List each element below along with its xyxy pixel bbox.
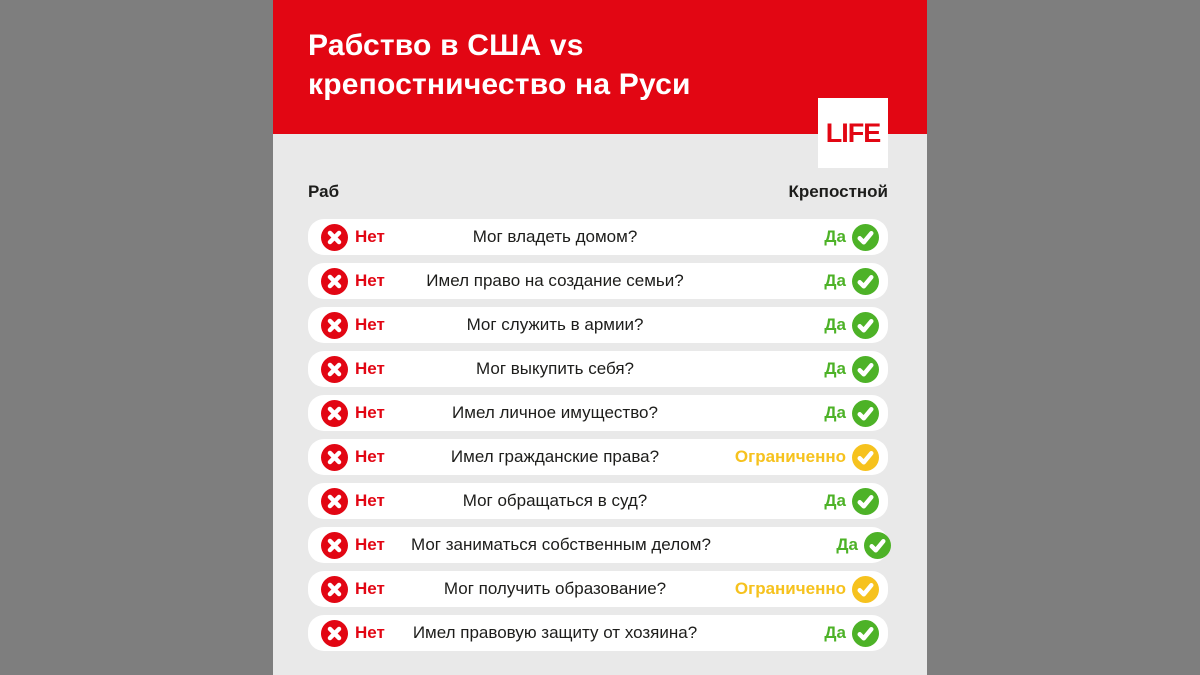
slave-cell xyxy=(321,268,411,295)
question-text: Мог служить в армии? xyxy=(466,315,644,334)
page-title xyxy=(308,26,927,104)
slave-answer: Нет xyxy=(355,579,385,598)
check-icon xyxy=(852,576,879,603)
serf-answer: Да xyxy=(824,359,846,378)
question-text: Мог владеть домом? xyxy=(472,227,638,246)
cross-icon xyxy=(321,488,348,515)
check-icon xyxy=(864,532,891,559)
serf-cell xyxy=(699,268,879,295)
column-headers xyxy=(308,182,888,203)
table-row xyxy=(308,527,888,563)
check-icon xyxy=(852,400,879,427)
life-logo xyxy=(818,98,888,168)
table-row xyxy=(308,351,888,387)
serf-cell xyxy=(699,576,879,603)
cross-icon xyxy=(321,312,348,339)
question-text: Имел право на создание семьи? xyxy=(426,271,684,290)
slave-answer: Нет xyxy=(355,315,385,334)
title-line-2: крепостничество на Руси xyxy=(308,68,691,101)
comparison-body xyxy=(273,134,927,651)
check-icon xyxy=(852,488,879,515)
slave-cell xyxy=(321,400,411,427)
question-text: Имел гражданские права? xyxy=(450,447,660,466)
serf-cell xyxy=(699,620,879,647)
serf-cell xyxy=(699,444,879,471)
slave-cell xyxy=(321,356,411,383)
question-text: Имел личное имущество? xyxy=(452,403,658,422)
serf-answer: Ограниченно xyxy=(734,579,846,598)
serf-cell xyxy=(699,400,879,427)
cross-icon xyxy=(321,224,348,251)
serf-answer: Да xyxy=(824,403,846,422)
cross-icon xyxy=(321,356,348,383)
slave-cell xyxy=(321,224,411,251)
serf-cell xyxy=(699,312,879,339)
serf-cell xyxy=(699,488,879,515)
question-text: Мог получить образование? xyxy=(443,579,667,598)
serf-cell xyxy=(711,532,891,559)
serf-answer: Да xyxy=(824,271,846,290)
slave-answer: Нет xyxy=(355,623,385,642)
serf-cell xyxy=(699,356,879,383)
table-row xyxy=(308,219,888,255)
slave-cell xyxy=(321,312,411,339)
table-row xyxy=(308,483,888,519)
serf-cell xyxy=(699,224,879,251)
slave-cell xyxy=(321,488,411,515)
question-text: Имел правовую защиту от хозяина? xyxy=(412,623,698,642)
slave-answer: Нет xyxy=(355,359,385,378)
column-header-serf: Крепостной xyxy=(788,182,888,201)
question-text: Мог выкупить себя? xyxy=(476,359,634,378)
slave-answer: Нет xyxy=(355,227,385,246)
slave-answer: Нет xyxy=(355,447,385,466)
slave-answer: Нет xyxy=(355,491,385,510)
life-logo-text: LIFE xyxy=(825,117,881,148)
table-row xyxy=(308,439,888,475)
check-icon xyxy=(852,312,879,339)
table-row xyxy=(308,307,888,343)
slave-answer: Нет xyxy=(355,535,385,554)
table-row xyxy=(308,571,888,607)
slave-answer: Нет xyxy=(355,403,385,422)
table-row xyxy=(308,263,888,299)
serf-answer: Да xyxy=(824,315,846,334)
serf-answer: Да xyxy=(836,535,858,554)
serf-answer: Да xyxy=(824,623,846,642)
table-row xyxy=(308,395,888,431)
serf-answer: Да xyxy=(824,227,846,246)
cross-icon xyxy=(321,444,348,471)
check-icon xyxy=(852,356,879,383)
check-icon xyxy=(852,268,879,295)
check-icon xyxy=(852,224,879,251)
serf-answer: Да xyxy=(824,491,846,510)
check-icon xyxy=(852,620,879,647)
cross-icon xyxy=(321,400,348,427)
cross-icon xyxy=(321,268,348,295)
slave-cell xyxy=(321,532,411,559)
question-text: Мог заниматься собственным делом? xyxy=(411,535,711,554)
title-line-1: Рабство в США vs xyxy=(308,29,584,62)
serf-answer: Ограниченно xyxy=(734,447,846,466)
comparison-table xyxy=(308,219,888,651)
slave-cell xyxy=(321,620,411,647)
slave-cell xyxy=(321,576,411,603)
question-text: Мог обращаться в суд? xyxy=(462,491,648,510)
table-row xyxy=(308,615,888,651)
infographic-card xyxy=(273,0,927,675)
column-header-slave: Раб xyxy=(308,182,340,201)
slave-cell xyxy=(321,444,411,471)
cross-icon xyxy=(321,620,348,647)
cross-icon xyxy=(321,532,348,559)
slave-answer: Нет xyxy=(355,271,385,290)
check-icon xyxy=(852,444,879,471)
cross-icon xyxy=(321,576,348,603)
